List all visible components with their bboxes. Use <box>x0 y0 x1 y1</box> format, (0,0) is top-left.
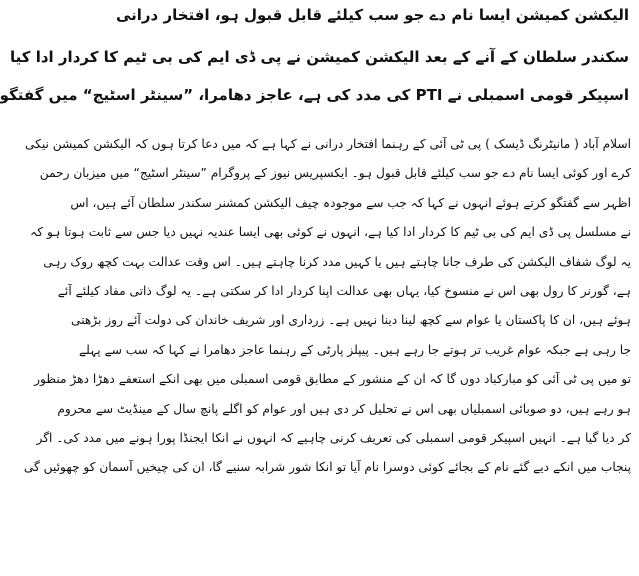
article-line: ہوئے ہیں، ان کا پاکستان یا عوام سے کچھ لینا دینا نہیں ہے۔ زرداری اور شریف خاندان کی دولت آئے روز بڑھتی <box>71 313 631 328</box>
article-line: یہ لوگ شفاف الیکشن کی طرف جانا چاہتے ہیں یا کہیں مدد کرنا چاہتے ہیں۔ اس وقت عدالت بہت کچھ روک رہی <box>43 254 631 269</box>
article-line: تو میں پی ٹی آئی کو مبارکباد دوں گا کہ ان کے منشور کے مطابق قومی اسمبلی میں بھی انکے استعفے دھڑا دھڑ منظور <box>34 372 631 387</box>
article-line: جا رہی ہے جبکہ عوام غریب تر ہوتے جا رہے ہیں۔ پیپلز پارٹی کے رہنما عاجز دھامرا نے کہا کہ سب سے پہلے <box>78 342 631 357</box>
article-line: کرے اور کوئی ایسا نام دے جو سب کیلئے قابل قبول ہو۔ ایکسپریس نیوز کے پروگرام ”سینٹر اسٹیج“ میں میزبان رحمن <box>39 166 631 181</box>
article-line: ہو رہے ہیں، دو صوبائی اسمبلیاں بھی اس نے تحلیل کر دی ہیں اور عوام کو اگلے پانچ سال کے مینڈیٹ سے محروم <box>57 401 631 416</box>
article-line: کر دیا گیا ہے۔ انہیں اسپیکر قومی اسمبلی کی تعریف کرنی چاہیے کہ انہوں نے انکا ایجنڈا پورا ہونے میں مدد کی۔ اگر <box>36 430 631 445</box>
article-line: ہے، گورنر کا رول بھی اس نے منسوخ کیا، یہاں بھی عدالت اپنا کردار ادا کر سکتی ہے۔ یہ لوگ ذاتی مفاد کیلئے آئے <box>57 283 631 298</box>
article-line: اسلام آباد ( مانیٹرنگ ڈیسک ) پی ٹی آئی کے رہنما افتخار درانی نے کہا ہے کہ میں دعا کرتا ہوں کہ الیکشن کمیشن نیکی <box>24 137 631 151</box>
article-body <box>23 130 631 483</box>
article-line: پنجاب میں انکے دیے گئے نام کے بجائے کوئی دوسرا نام آیا تو انکا شور شرابہ سنیے گا، ان کی چیخیں آسمان کو چھوئیں گی <box>23 460 631 475</box>
headline-main: الیکشن کمیشن ایسا نام دے جو سب کیلئے قابل قبول ہو، افتخار درانی <box>115 6 629 24</box>
article-line: اظہر سے گفتگو کرتے ہوئے انہوں نے کہا کہ جب سے موجودہ چیف الیکشن کمشنر سکندر سلطان آئے ہیں، اس <box>70 195 631 210</box>
headline-second: سکندر سلطان کے آنے کے بعد الیکشن کمیشن نے پی ڈی ایم کی بی ٹیم کا کردار ادا کیا <box>10 48 629 66</box>
headline-third: اسپیکر قومی اسمبلی نے PTI کی مدد کی ہے، عاجز دھامرا، ”سینٹر اسٹیج“ میں گفتگو <box>0 86 629 104</box>
article-line: نے مسلسل پی ڈی ایم کی بی ٹیم کا کردار ادا کیا ہے، انہوں نے کوئی بھی ایسا عندیہ نہیں دیا جس سے ثابت ہوتا ہو کہ <box>30 225 631 240</box>
